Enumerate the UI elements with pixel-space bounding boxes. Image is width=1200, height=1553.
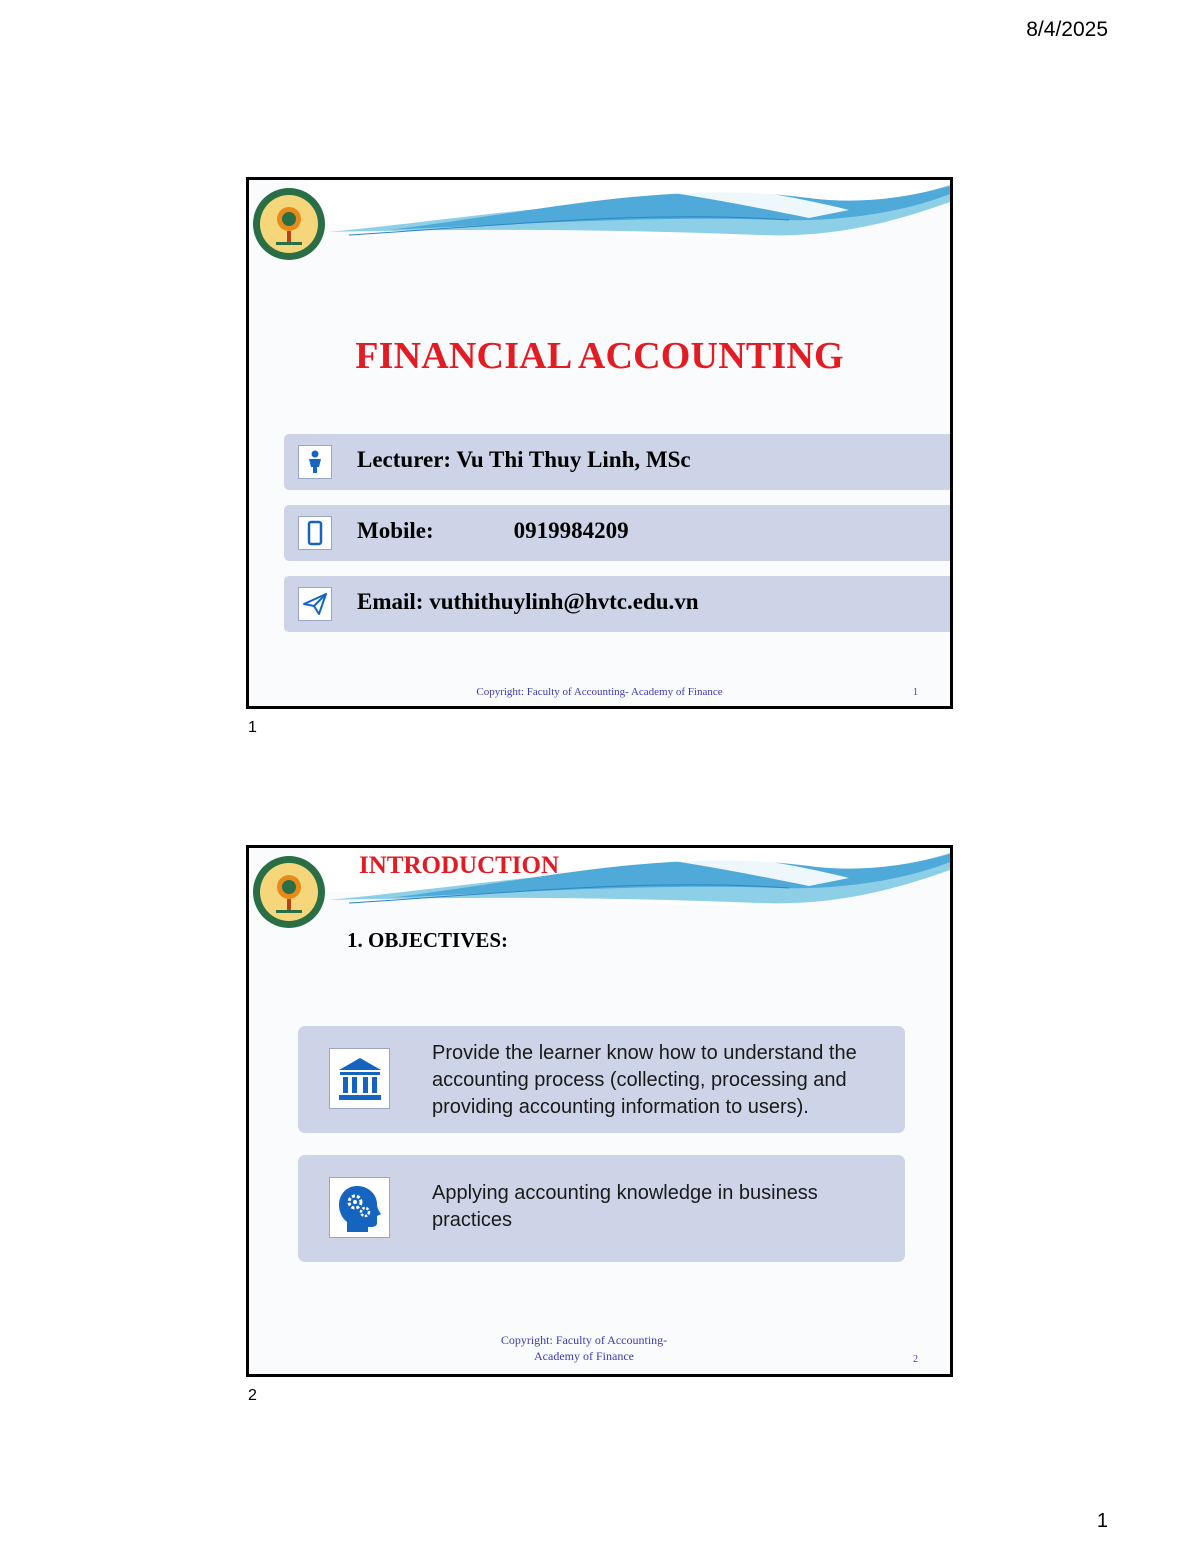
bank-building-icon — [329, 1048, 390, 1109]
paper-plane-icon — [298, 587, 332, 621]
objective-item — [298, 1026, 905, 1133]
page-date: 8/4/2025 — [1026, 18, 1108, 41]
slide-title: INTRODUCTION — [359, 852, 560, 879]
email-row — [284, 576, 950, 632]
page-number: 1 — [1096, 1510, 1108, 1532]
mobile-label: Mobile: — [357, 518, 434, 543]
lecturer-text: Lecturer: Vu Thi Thuy Linh, MSc — [357, 447, 691, 472]
academy-logo — [252, 855, 326, 929]
copyright-line-2: Academy of Finance — [534, 1349, 634, 1363]
slide-index-2: 2 — [248, 1387, 257, 1404]
section-heading: 1. OBJECTIVES: — [347, 928, 509, 952]
slide-title: FINANCIAL ACCOUNTING — [355, 335, 844, 377]
slide-index-1: 1 — [248, 719, 257, 736]
slide-copyright — [249, 1332, 919, 1364]
mobile-row — [284, 505, 950, 561]
objective-text: Provide the learner know how to understand the accounting process (collecting, processing and providing accounting information to users). — [432, 1042, 857, 1118]
copyright-line-1: Copyright: Faculty of Accounting- — [500, 1333, 668, 1347]
slide-1 — [246, 177, 953, 709]
slide-copyright: Copyright: Faculty of Accounting- Academy of Finance — [476, 686, 723, 698]
email-text: Email: vuthithuylinh@hvtc.edu.vn — [357, 589, 699, 614]
objective-item — [298, 1155, 905, 1262]
person-icon — [298, 445, 332, 479]
slide-number: 1 — [913, 687, 918, 698]
mobile-number: 0919984209 — [513, 518, 629, 543]
mobile-phone-icon — [298, 516, 332, 550]
header-wave-graphic — [249, 180, 950, 270]
academy-logo — [252, 187, 326, 261]
slide-number: 2 — [913, 1354, 918, 1365]
head-gears-icon — [329, 1177, 390, 1238]
lecturer-row — [284, 434, 950, 490]
objective-text: Applying accounting knowledge in business practices — [432, 1182, 818, 1231]
slide-2 — [246, 845, 953, 1377]
header-wave-graphic — [249, 848, 950, 938]
